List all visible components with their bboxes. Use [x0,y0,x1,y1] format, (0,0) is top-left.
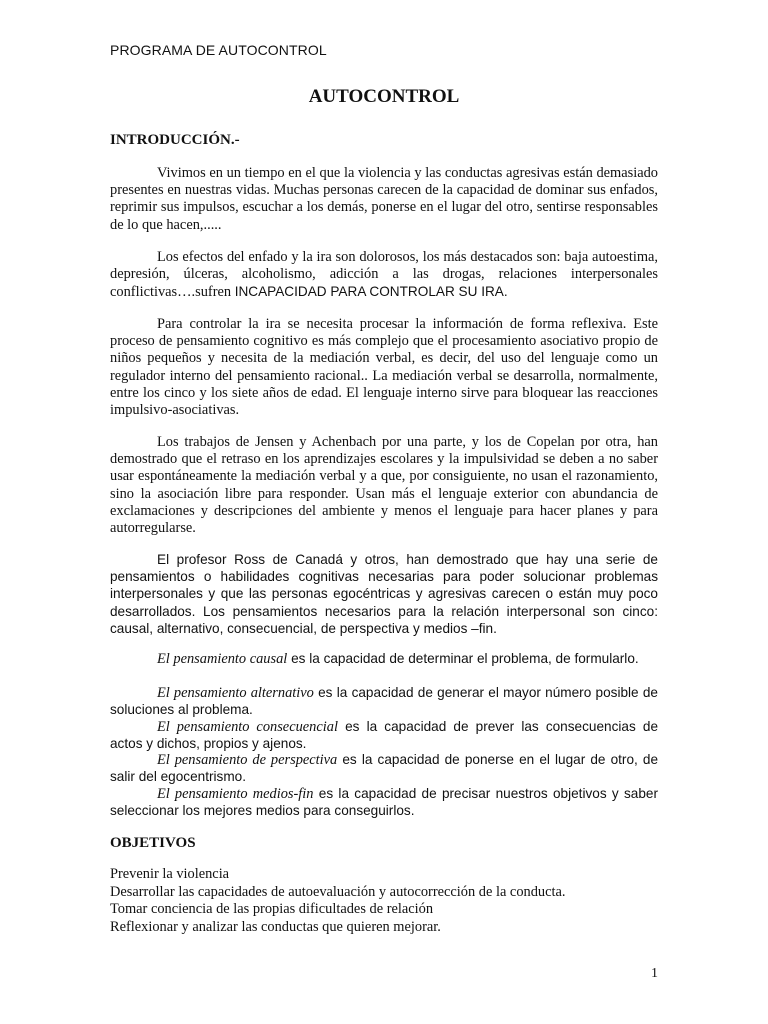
intro-paragraph-2-text: Los efectos del enfado y la ira son dolorosos, los más destacados son: baja autoestima, depresión, úlceras, alcoholismo, adicción a las drogas, relaciones interpersonales conflictivas….sufren [110,249,658,301]
running-head: PROGRAMA DE AUTOCONTROL [110,42,327,58]
definition-term: El pensamiento causal [157,651,288,667]
intro-paragraph-2-caps: INCAPACIDAD PARA CONTROLAR SU IRA. [234,284,508,300]
definition-text: es la capacidad de precisar nuestros objetivos y saber seleccionar los mejores medios para conseguirlos. [110,786,659,818]
definition-causal [110,651,658,668]
intro-paragraph-5: El profesor Ross de Canadá y otros, han demostrado que hay una serie de pensamientos o habilidades cognitivas necesarias para poder solucionar problemas interpersonales y que las personas egocéntricas y agresivas carecen o están muy poco desarrollados. Los pensamientos necesarios para la relación interpersonal son cinco: causal, alternativo, consecuencial, de perspectiva y medios –fin. [110,552,658,636]
intro-paragraph-2 [110,249,658,302]
intro-paragraph-3: Para controlar la ira se necesita procesar la información de forma reflexiva. Este proceso de pensamiento cognitivo es más complejo que el procesamiento asociativo propio de niños pequeños y necesita de la mediación verbal, es decir, del uso del lenguaje como un regulador interno del pensamiento racional.. La mediación verbal se desarrolla, normalmente, entre los cinco y los siete años de edad. El lenguaje interno sirve para bloquear las reacciones impulsivo-asociativas. [110,316,658,419]
definition-alternativo [110,685,658,718]
document-title: AUTOCONTROL [308,86,460,107]
objective-item: Tomar conciencia de las propias dificultades de relación [110,901,434,918]
objective-item: Reflexionar y analizar las conductas que quieren mejorar. [110,918,441,935]
definition-text: es la capacidad de prever las consecuencias de actos y dichos, propios y ajenos. [110,719,659,751]
intro-paragraph-1: Vivimos en un tiempo en el que la violencia y las conductas agresivas están demasiado presentes en nuestras vidas. Muchas personas carecen de la capacidad de dominar sus enfados, reprimir sus impulsos, escuchar a los demás, ponerse en el lugar del otro, sentirse responsables de lo que hacen,..... [110,165,658,233]
definition-term: El pensamiento medios-fin [157,786,314,802]
introduction-heading: INTRODUCCIÓN.- [110,132,240,148]
intro-paragraph-4: Los trabajos de Jensen y Achenbach por una parte, y los de Copelan por otra, han demostrado que el retraso en los aprendizajes escolares y la impulsividad se deben a no saber usar espontáneamente la mediación verbal y a que, por consiguiente, no usan el razonamiento, sino la asociación libre para responder. Usan más el lenguaje exterior con abundancia de exclamaciones y descripciones del ambiente y menos el lenguaje para hacer planes y para autorregularse. [110,434,658,537]
objectives-heading: OBJETIVOS [110,835,196,851]
definition-text: es la capacidad de determinar el problema, de formularlo. [291,651,639,666]
definition-medios-fin [110,786,658,819]
definition-term: El pensamiento alternativo [157,685,314,701]
definition-term: El pensamiento de perspectiva [157,752,338,768]
definition-text: es la capacidad de ponerse en el lugar de otro, de salir del egocentrismo. [110,752,659,784]
objectives-list [110,866,565,936]
objective-item: Desarrollar las capacidades de autoevaluación y autocorrección de la conducta. [110,883,566,900]
definition-consecuencial [110,719,658,752]
definition-text: es la capacidad de generar el mayor número posible de soluciones al problema. [110,685,658,717]
definition-perspectiva [110,752,658,785]
definition-term: El pensamiento consecuencial [157,719,338,735]
objective-item: Prevenir la violencia [110,866,230,882]
page-number: 1 [651,966,658,981]
